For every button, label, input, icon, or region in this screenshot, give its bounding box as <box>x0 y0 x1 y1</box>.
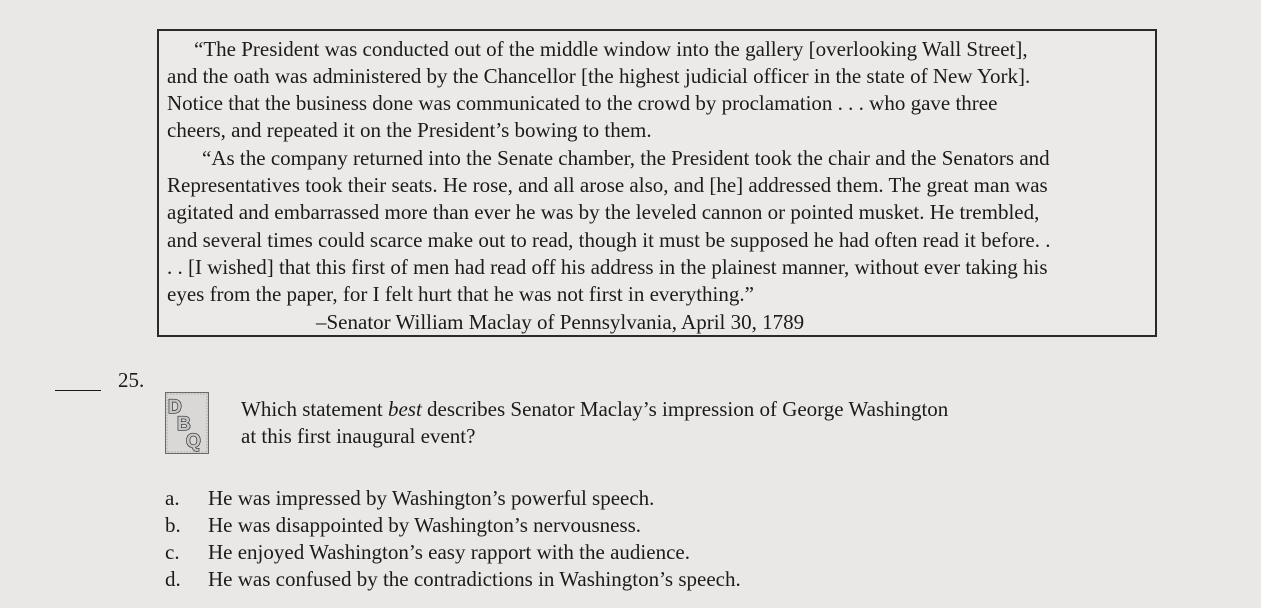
option-c[interactable]: He enjoyed Washington’s easy rapport with the audience. <box>208 540 690 564</box>
question-stem-line-1 <box>241 397 948 421</box>
quote-line: agitated and embarrassed more than ever he was by the leveled cannon or pointed musket. He trembled, <box>167 200 1040 224</box>
option-c-letter: c. <box>165 540 180 564</box>
stem-emphasis: best <box>387 397 422 421</box>
quote-line: Representatives took their seats. He rose, and all arose also, and [he] addressed them. The great man was <box>167 173 1048 197</box>
option-b-letter: b. <box>165 513 181 537</box>
dbq-letter-d: D <box>168 397 182 418</box>
option-d-letter: d. <box>165 567 181 591</box>
answer-blank[interactable] <box>55 390 101 391</box>
question-number: 25. <box>118 368 145 392</box>
quote-line: eyes from the paper, for I felt hurt that he was not first in everything.” <box>167 282 754 306</box>
stem-text: Which statement <box>241 397 388 421</box>
quote-line: and the oath was administered by the Chancellor [the highest judicial officer in the state of New York]. <box>167 64 1031 88</box>
option-a[interactable]: He was impressed by Washington’s powerful speech. <box>208 486 655 510</box>
stem-text: describes Senator Maclay’s impression of George Washington <box>421 397 949 421</box>
quote-line: “The President was conducted out of the middle window into the gallery [overlooking Wall Street], <box>194 37 1028 61</box>
dbq-letter-q: Q <box>186 431 201 452</box>
question-stem-line-2: at this first inaugural event? <box>241 424 476 448</box>
dbq-letter-b: B <box>177 414 191 435</box>
quote-line: cheers, and repeated it on the President’s bowing to them. <box>167 118 652 142</box>
option-a-letter: a. <box>165 486 180 510</box>
option-d[interactable]: He was confused by the contradictions in Washington’s speech. <box>208 567 741 591</box>
quote-attribution: –Senator William Maclay of Pennsylvania, April 30, 1789 <box>316 310 805 334</box>
quote-line: Notice that the business done was communicated to the crowd by proclamation . . . who gave three <box>167 91 998 115</box>
option-b[interactable]: He was disappointed by Washington’s nervousness. <box>208 513 642 537</box>
quote-line: and several times could scarce make out to read, though it must be supposed he had often read it before. . <box>167 228 1051 252</box>
quote-line: “As the company returned into the Senate chamber, the President took the chair and the Senators and <box>202 146 1050 170</box>
dbq-icon <box>165 392 209 454</box>
quote-line: . . [I wished] that this first of men had read off his address in the plainest manner, without ever taking his <box>167 255 1048 279</box>
